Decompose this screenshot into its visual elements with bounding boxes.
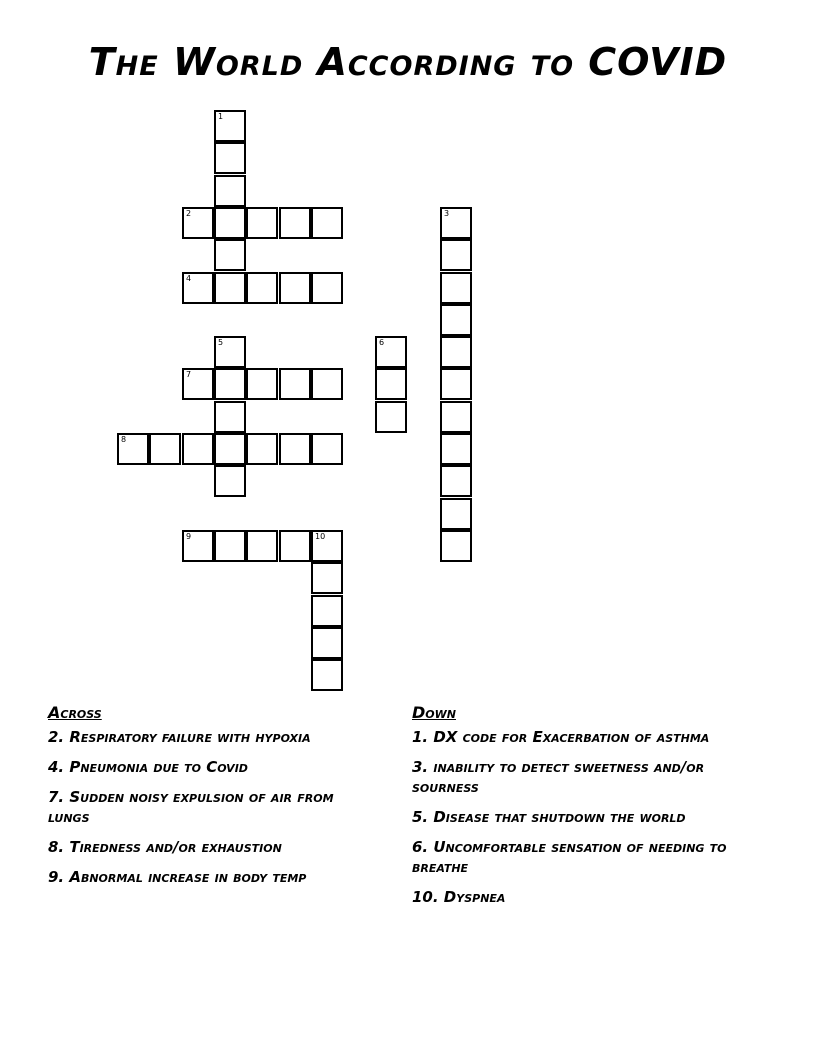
clue-across-4: 4. Pneumonia due to Covid [48, 758, 248, 776]
crossword-cell[interactable] [375, 401, 407, 433]
crossword-cell[interactable] [246, 368, 278, 400]
crossword-cell[interactable] [214, 142, 246, 174]
crossword-cell[interactable] [311, 433, 343, 465]
clue-down-5: 5. Disease that shutdown the world [412, 808, 686, 826]
crossword-cell[interactable] [279, 207, 311, 239]
crossword-cell[interactable] [246, 433, 278, 465]
clue-number: 10 [315, 532, 326, 541]
crossword-cell[interactable] [214, 433, 246, 465]
crossword-cell[interactable] [375, 368, 407, 400]
crossword-cell[interactable] [375, 336, 407, 368]
crossword-cell[interactable] [440, 530, 472, 562]
crossword-cell[interactable] [311, 659, 343, 691]
clue-number: 6 [379, 338, 385, 347]
clue-down-3: 3. inability to detect sweetness and/or sourness [412, 758, 705, 796]
crossword-cell[interactable] [214, 336, 246, 368]
page-title: The World According to COVID [88, 40, 728, 84]
crossword-cell[interactable] [440, 207, 472, 239]
clue-number: 9 [186, 532, 192, 541]
crossword-cell[interactable] [440, 239, 472, 271]
clue-number: 5 [218, 338, 224, 347]
crossword-cell[interactable] [182, 368, 214, 400]
crossword-cell[interactable] [149, 433, 181, 465]
crossword-cell[interactable] [311, 627, 343, 659]
crossword-cell[interactable] [279, 530, 311, 562]
clue-down-10: 10. Dyspnea [412, 888, 506, 906]
clue-number: 4 [186, 274, 192, 283]
crossword-cell[interactable] [214, 239, 246, 271]
clue-across-9: 9. Abnormal increase in body temp [48, 868, 307, 886]
crossword-cell[interactable] [311, 207, 343, 239]
crossword-cell[interactable] [440, 336, 472, 368]
clue-down-1: 1. DX code for Exacerbation of asthma [412, 728, 710, 746]
clue-number: 7 [186, 370, 192, 379]
crossword-cell[interactable] [182, 207, 214, 239]
crossword-cell[interactable] [279, 433, 311, 465]
crossword-cell[interactable] [246, 207, 278, 239]
crossword-cell[interactable] [182, 530, 214, 562]
crossword-cell[interactable] [440, 272, 472, 304]
crossword-cell[interactable] [440, 498, 472, 530]
crossword-cell[interactable] [440, 368, 472, 400]
clue-number: 8 [121, 435, 127, 444]
crossword-cell[interactable] [182, 272, 214, 304]
crossword-cell[interactable] [440, 465, 472, 497]
clue-across-2: 2. Respiratory failure with hypoxia [48, 728, 311, 746]
crossword-cell[interactable] [214, 207, 246, 239]
crossword-cell[interactable] [182, 433, 214, 465]
crossword-cell[interactable] [214, 110, 246, 142]
crossword-cell[interactable] [311, 368, 343, 400]
crossword-cell[interactable] [117, 433, 149, 465]
crossword-cell[interactable] [214, 530, 246, 562]
clue-down-6: 6. Uncomfortable sensation of needing to breathe [412, 838, 727, 876]
crossword-cell[interactable] [311, 272, 343, 304]
crossword-cell[interactable] [214, 272, 246, 304]
crossword-cell[interactable] [214, 465, 246, 497]
across-clues [48, 703, 378, 897]
crossword-cell[interactable] [214, 401, 246, 433]
crossword-cell[interactable] [246, 530, 278, 562]
crossword-cell[interactable] [214, 368, 246, 400]
clue-number: 1 [218, 112, 224, 121]
across-heading: Across [48, 703, 102, 722]
down-heading: Down [412, 703, 456, 722]
crossword-cell[interactable] [311, 562, 343, 594]
crossword-cell[interactable] [214, 175, 246, 207]
crossword-cell[interactable] [440, 433, 472, 465]
crossword-cell[interactable] [311, 595, 343, 627]
crossword-cell[interactable] [246, 272, 278, 304]
crossword-cell[interactable] [279, 368, 311, 400]
crossword-cell[interactable] [440, 304, 472, 336]
clue-across-7: 7. Sudden noisy expulsion of air from lungs [48, 788, 334, 826]
crossword-cell[interactable] [279, 272, 311, 304]
clue-number: 2 [186, 209, 192, 218]
crossword-cell[interactable] [311, 530, 343, 562]
clue-number: 3 [444, 209, 450, 218]
crossword-cell[interactable] [440, 401, 472, 433]
down-clues [412, 703, 742, 917]
clue-across-8: 8. Tiredness and/or exhaustion [48, 838, 282, 856]
